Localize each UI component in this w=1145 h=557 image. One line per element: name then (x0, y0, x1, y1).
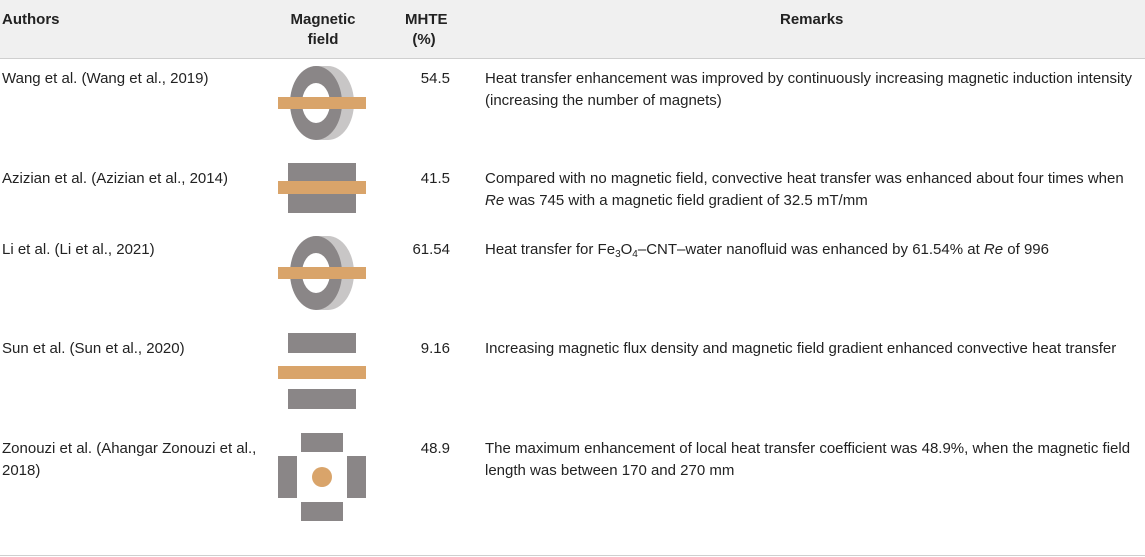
remarks-text: –CNT–water nanofluid was enhanced by 61.54% at (637, 241, 984, 258)
header-magnetic-field (287, 10, 359, 50)
remarks-text: Compared with no magnetic field, convective heat transfer was enhanced about four times when (485, 170, 1124, 187)
remarks-text: of 996 (1003, 241, 1049, 258)
row-remarks (485, 239, 1143, 261)
row-authors: Zonouzi et al. (Ahangar Zonouzi et al., 2018) (2, 440, 257, 479)
row-remarks: Heat transfer enhancement was improved by continuously increasing magnetic induction intensity (increasing the number of magnets) (485, 70, 1133, 109)
block-magnet-icon (276, 162, 368, 214)
ring-magnet-icon (276, 234, 368, 312)
table-bottom-rule (0, 555, 1145, 556)
header-authors: Authors (2, 11, 60, 28)
header-mhte-line2: (%) (412, 31, 436, 48)
subscript: 3 (615, 249, 621, 260)
header-remarks: Remarks (780, 11, 844, 28)
row-mhte: 41.5 (420, 170, 450, 187)
row-mhte: 9.16 (420, 340, 450, 357)
ring-magnet-icon (276, 64, 368, 142)
row-authors: Li et al. (Li et al., 2021) (2, 241, 155, 258)
row-mhte: 61.54 (412, 241, 450, 258)
remarks-text: O (620, 241, 633, 258)
row-authors: Wang et al. (Wang et al., 2019) (2, 70, 209, 87)
four-magnet-icon (276, 431, 368, 523)
row-mhte: 54.5 (420, 70, 450, 87)
row-authors: Sun et al. (Sun et al., 2020) (2, 340, 185, 357)
header-field-line2: field (307, 31, 339, 48)
header-field-line1: Magnetic (290, 11, 356, 28)
table-header (0, 0, 1145, 59)
row-authors: Azizian et al. (Azizian et al., 2014) (2, 170, 228, 187)
row-remarks: Increasing magnetic flux density and magnetic field gradient enhanced convective heat transfer (485, 340, 1117, 357)
subscript: 4 (632, 249, 638, 260)
row-remarks (485, 168, 1143, 212)
remarks-re: Re (485, 192, 505, 209)
header-mhte (405, 10, 448, 50)
remarks-text: Heat transfer for Fe (485, 241, 616, 258)
remarks-re: Re (983, 241, 1004, 258)
header-mhte-line1: MHTE (405, 11, 448, 28)
two-magnet-icon (276, 331, 368, 411)
row-remarks: The maximum enhancement of local heat transfer coefficient was 48.9%, when the magnetic field length was between 170 and 270 mm (485, 440, 1131, 479)
row-mhte: 48.9 (420, 440, 450, 457)
remarks-text: was 745 with a magnetic field gradient of 32.5 mT/mm (504, 192, 868, 209)
